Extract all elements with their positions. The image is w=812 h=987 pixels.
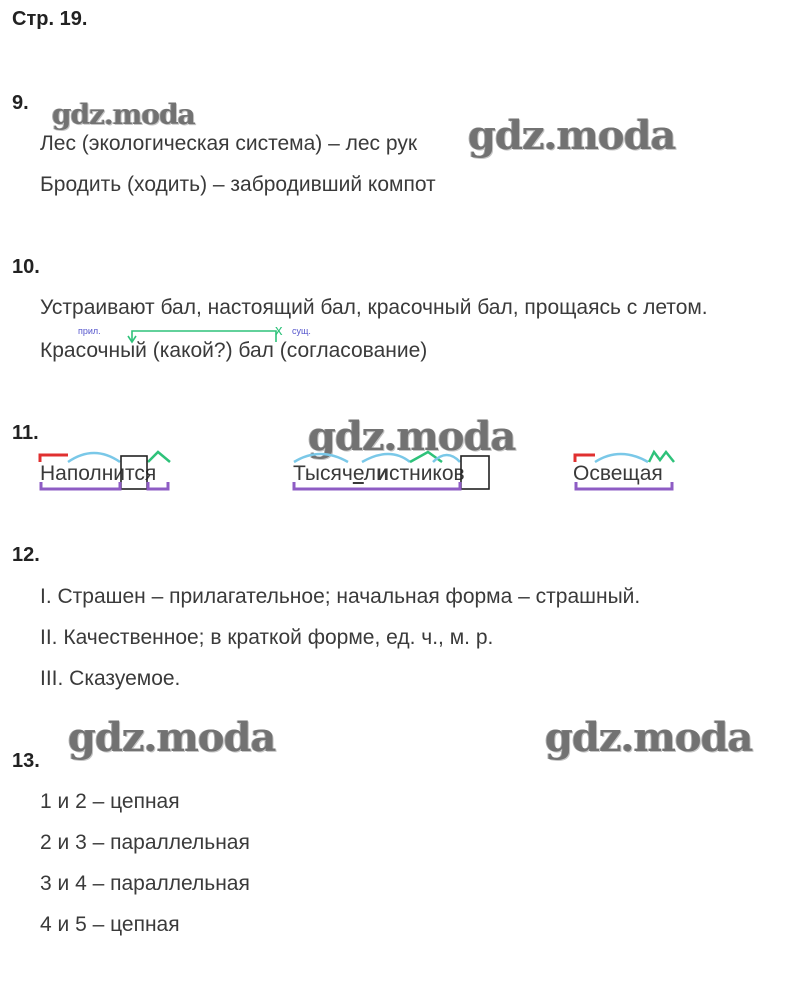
word-parse: Тысячелистников [293, 462, 465, 485]
task-number: 11. [12, 422, 39, 444]
task-number: 10. [12, 256, 40, 278]
watermark-logo: gdz.moda [308, 413, 516, 460]
task-line: Красочный (какой?) бал (согласование) [40, 339, 428, 362]
watermark-logo: gdz.moda [468, 112, 676, 159]
page-header: Стр. 19. [12, 8, 88, 30]
watermark-logo: gdz.moda [68, 714, 276, 761]
watermark-logo: gdz.moda [52, 98, 195, 131]
word-parse: Наполнится [40, 462, 157, 485]
task-line: 1 и 2 – цепная [40, 790, 180, 813]
task-line: 2 и 3 – параллельная [40, 831, 250, 854]
task-line: I. Страшен – прилагательное; начальная форма – страшный. [40, 585, 641, 608]
task-number: 13. [12, 750, 40, 772]
task-number: 9. [12, 92, 29, 114]
word-parse: Освещая [573, 462, 663, 485]
cross-mark: x [275, 322, 283, 339]
adjective-annotation: прил. [78, 326, 101, 336]
task-line: Бродить (ходить) – забродивший компот [40, 173, 436, 196]
noun-annotation: сущ. [292, 326, 311, 336]
task-line: Устраивают бал, настоящий бал, красочный бал, прощаясь с летом. [40, 296, 708, 319]
watermark-logo: gdz.moda [545, 714, 753, 761]
task-line: 3 и 4 – параллельная [40, 872, 250, 895]
task-line: Лес (экологическая система) – лес рук [40, 132, 418, 155]
task-line: II. Качественное; в краткой форме, ед. ч., м. р. [40, 626, 494, 649]
task-line: 4 и 5 – цепная [40, 913, 180, 936]
task-line: III. Сказуемое. [40, 667, 181, 690]
task-number: 12. [12, 544, 40, 566]
